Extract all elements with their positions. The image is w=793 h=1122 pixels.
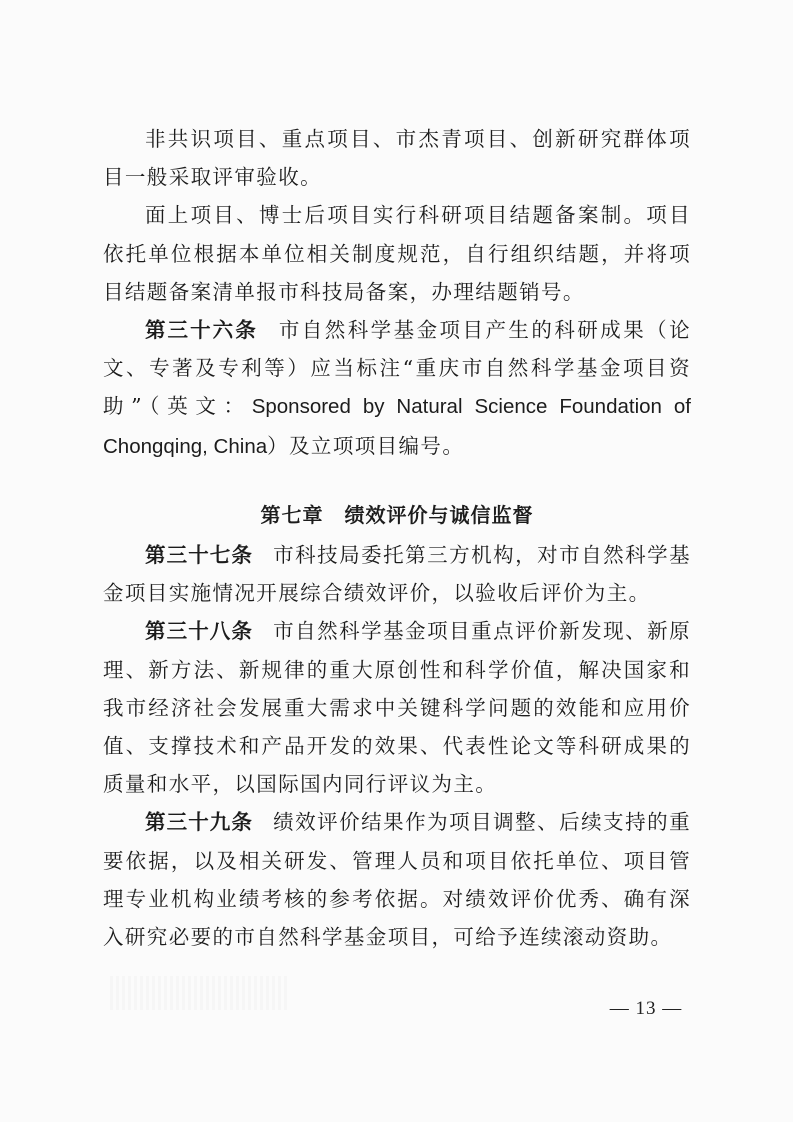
faint-scan-mark (110, 976, 288, 1010)
article-text: 市自然科学基金项目重点评价新发现、新原理、新方法、新规律的重大原创性和科学价值，解决国家和我市经济社会发展重大需求中关键科学问题的效能和应用价值、支撑技术和产品开发的效果、代表性论文等科研成果的质量和水平，以国际国内同行评议为主。 (103, 619, 691, 797)
page-number: — 13 — (609, 998, 683, 1019)
article-label: 第三十九条 (145, 810, 253, 835)
article-label: 第三十八条 (145, 619, 253, 644)
english-acknowledgement: Sponsored by Natural Science Foundation of Chongqing, China (103, 395, 691, 458)
chapter-heading: 第七章 绩效评价与诚信监督 (260, 502, 534, 527)
article-label: 第三十六条 (145, 318, 258, 343)
article-36 (103, 311, 691, 466)
article-37 (103, 536, 691, 612)
paragraph-text: 面上项目、博士后项目实行科研项目结题备案制。项目依托单位根据本单位相关制度规范，自行组织结题，并将项目结题备案清单报市科技局备案，办理结题销号。 (103, 203, 691, 304)
article-label: 第三十七条 (145, 543, 253, 568)
article-text: 市自然科学基金项目产生的科研成果（论文、专著及专利等）应当标注“重庆市自然科学基金项目资助”（英文： (103, 318, 692, 419)
article-39 (103, 803, 691, 956)
paragraph-text: 非共识项目、重点项目、市杰青项目、创新研究群体项目一般采取评审验收。 (103, 127, 691, 190)
article-38 (103, 612, 691, 803)
paragraph-acceptance-review (103, 120, 691, 196)
paragraph-filing-system (103, 196, 691, 311)
article-text: 绩效评价结果作为项目调整、后续支持的重要依据，以及相关研发、管理人员和项目依托单位、项目管理专业机构业绩考核的参考依据。对绩效评价优秀、确有深入研究必要的市自然科学基金项目，可给予连续滚动资助。 (103, 810, 691, 950)
article-text: 市科技局委托第三方机构，对市自然科学基金项目实施情况开展综合绩效评价，以验收后评价为主。 (103, 543, 691, 606)
article-text-end: ）及立项项目编号。 (267, 433, 465, 458)
document-body (103, 120, 691, 956)
